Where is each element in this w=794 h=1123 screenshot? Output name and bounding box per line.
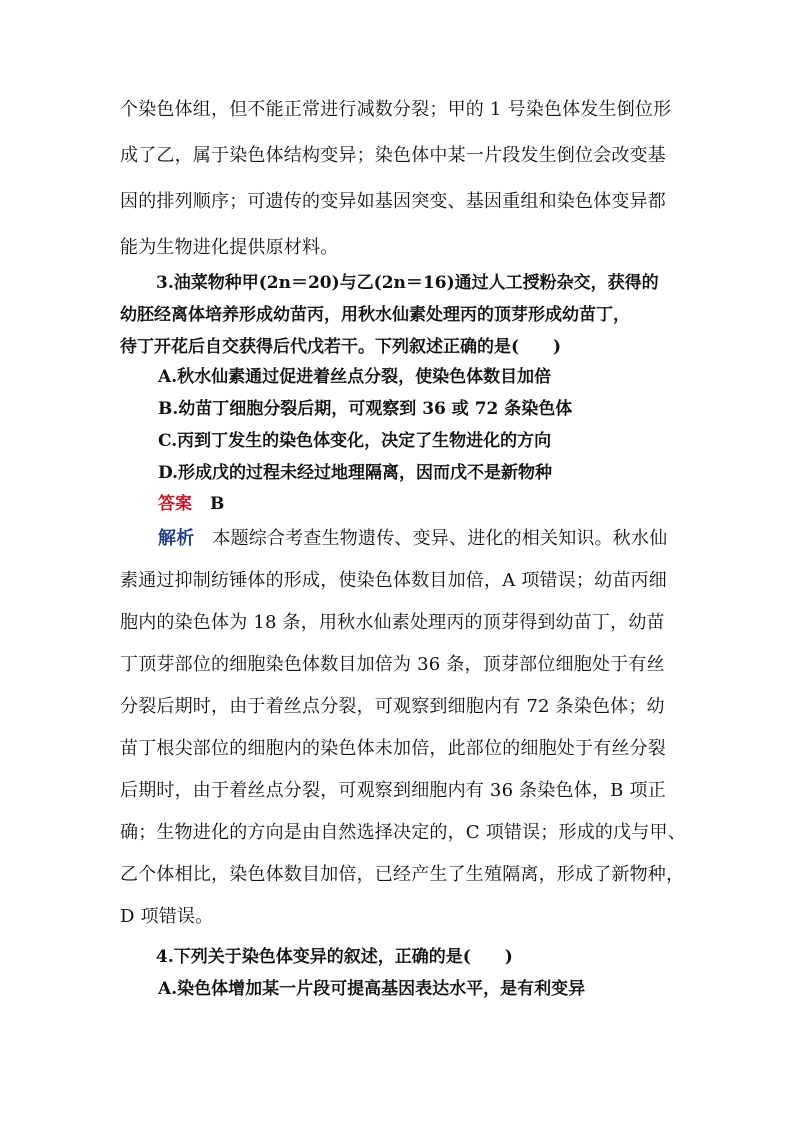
analysis-line: D 项错误。 — [120, 906, 214, 927]
analysis-line: 胞内的染色体为 18 条，用秋水仙素处理丙的顶芽得到幼苗丁，幼苗 — [120, 612, 665, 633]
option-a: A.染色体增加某一片段可提高基因表达水平，是有利变异 — [158, 979, 586, 999]
answer-line — [158, 489, 224, 514]
text-line: 个染色体组，但不能正常进行减数分裂；甲的 1 号染色体发生倒位形 — [120, 99, 672, 120]
question-line: 4.下列关于染色体变异的叙述，正确的是( ) — [156, 947, 513, 967]
option-a: A.秋水仙素通过促进着丝点分裂，使染色体数目加倍 — [158, 367, 552, 387]
analysis-line: 分裂后期时，由于着丝点分裂，可观察到细胞内有 72 条染色体；幼 — [120, 696, 665, 717]
analysis-line: 苗丁根尖部位的细胞内的染色体未加倍，此部位的细胞处于有丝分裂 — [120, 738, 666, 759]
analysis-line: 丁顶芽部位的细胞染色体数目加倍为 36 条，顶芽部位细胞处于有丝 — [120, 654, 665, 675]
question-line: 待丁开花后自交获得后代戊若干。下列叙述正确的是( ) — [120, 337, 562, 357]
text-line: 因的排列顺序；可遗传的变异如基因突变、基因重组和染色体变异都 — [120, 191, 666, 212]
analysis-label: 解析 — [158, 528, 195, 549]
analysis-line: 后期时，由于着丝点分裂，可观察到细胞内有 36 条染色体，B 项正 — [120, 780, 666, 801]
analysis-first-line — [158, 524, 667, 550]
question-line: 3.油菜物种甲(2n＝20)与乙(2n＝16)通过人工授粉杂交，获得的 — [156, 273, 659, 293]
option-b: B.幼苗丁细胞分裂后期，可观察到 36 或 72 条染色体 — [158, 399, 573, 419]
analysis-line: 确；生物进化的方向是由自然选择决定的，C 项错误；形成的戊与甲、 — [120, 822, 686, 843]
answer-label: 答案 — [158, 494, 192, 514]
analysis-text: 本题综合考查生物遗传、变异、进化的相关知识。秋水仙 — [212, 528, 668, 549]
question-line: 幼胚经离体培养形成幼苗丙，用秋水仙素处理丙的顶芽形成幼苗丁， — [120, 305, 630, 325]
text-line: 成了乙，属于染色体结构变异；染色体中某一片段发生倒位会改变基 — [120, 145, 666, 166]
analysis-line: 素通过抑制纺锤体的形成，使染色体数目加倍，A 项错误；幼苗丙细 — [120, 570, 667, 591]
option-c: C.丙到丁发生的染色体变化，决定了生物进化的方向 — [158, 431, 552, 451]
answer-value: B — [210, 494, 225, 514]
analysis-line: 乙个体相比，染色体数目加倍，已经产生了生殖隔离，形成了新物种， — [120, 864, 685, 885]
option-d: D.形成戊的过程未经过地理隔离，因而戊不是新物种 — [158, 463, 553, 483]
text-line: 能为生物进化提供原材料。 — [120, 237, 339, 258]
